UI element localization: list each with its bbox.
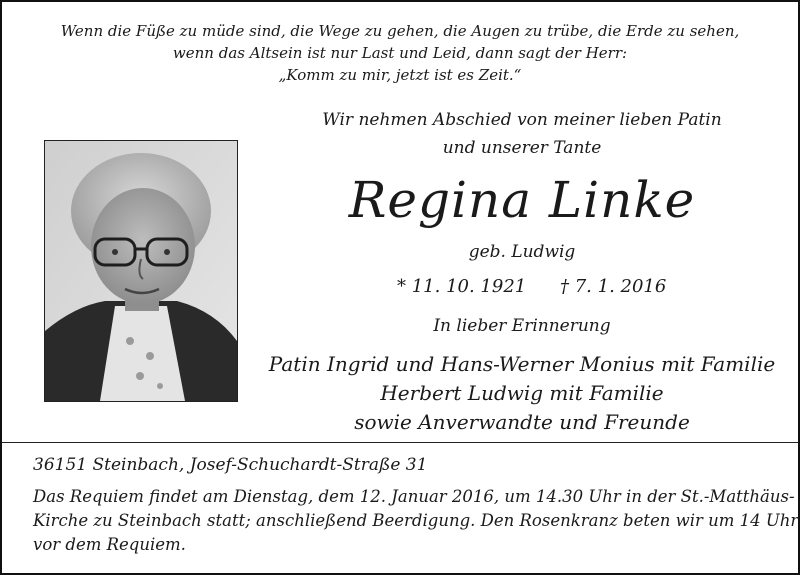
mourner-line: Patin Ingrid und Hans-Werner Monius mit Familie: [268, 352, 776, 376]
poem-line: wenn das Altsein ist nur Last und Leid, dann sagt der Herr:: [172, 44, 628, 62]
death-date: † 7. 1. 2016: [560, 276, 667, 297]
farewell-intro: [302, 106, 742, 162]
requiem-line: Kirche zu Steinbach statt; anschließend Beerdigung. Den Rosenkranz beten wir um 14 Uhr: [33, 511, 799, 530]
divider: [2, 442, 798, 443]
deceased-name: Regina Linke: [348, 171, 696, 229]
poem: [2, 20, 798, 86]
requiem-line: vor dem Requiem.: [33, 535, 186, 554]
portrait-photo: [44, 140, 238, 402]
requiem-notice: [33, 485, 799, 557]
address: 36151 Steinbach, Josef-Schuchardt-Straße 31: [33, 455, 428, 475]
intro-line: und unserer Tante: [442, 138, 602, 158]
memory-line: In lieber Erinnerung: [433, 316, 611, 336]
requiem-line: Das Requiem findet am Dienstag, dem 12. Januar 2016, um 14.30 Uhr in der St.-Matthäus-: [33, 487, 795, 506]
mourner-line: sowie Anverwandte und Freunde: [354, 410, 690, 434]
birth-name: geb. Ludwig: [468, 242, 576, 262]
portrait-image: [45, 141, 237, 401]
poem-line: Wenn die Füße zu müde sind, die Wege zu gehen, die Augen zu trübe, die Erde zu sehen,: [60, 22, 740, 40]
birth-date: * 11. 10. 1921: [397, 276, 527, 297]
mourner-line: Herbert Ludwig mit Familie: [380, 381, 664, 405]
intro-line: Wir nehmen Abschied von meiner lieben Patin: [322, 110, 722, 130]
mourners-list: [262, 350, 782, 437]
poem-line: „Komm zu mir, jetzt ist es Zeit.“: [278, 66, 522, 84]
